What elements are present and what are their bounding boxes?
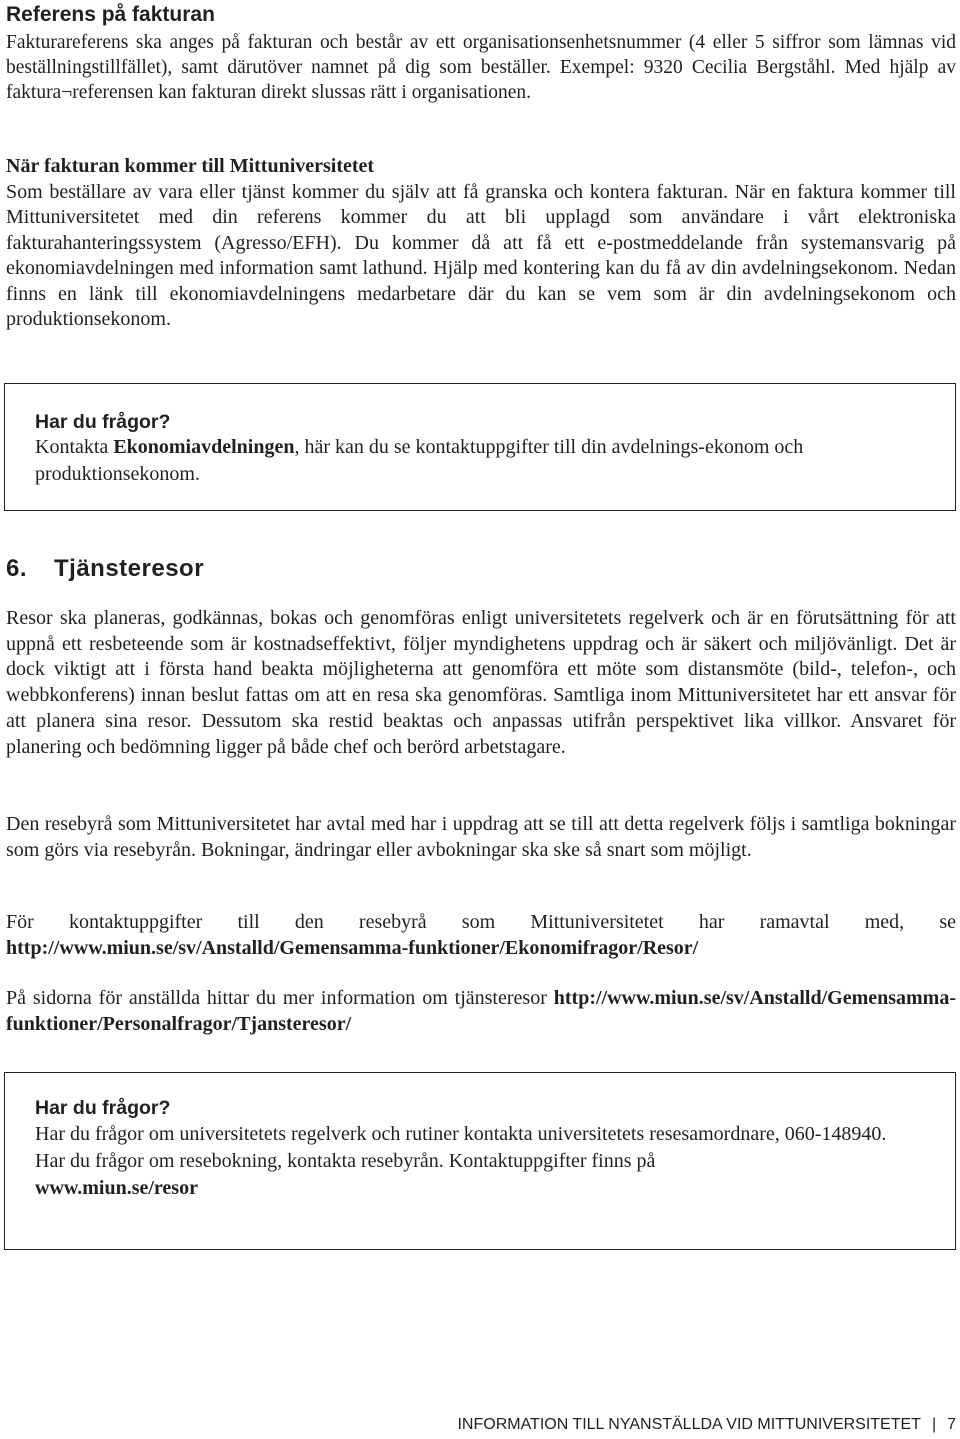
sidor-text: På sidorna för anställda hittar du mer information om tjänsteresor [6,987,554,1009]
resor-url-link[interactable]: http://www.miun.se/sv/Anstalld/Gemensamma-funktioner/Ekonomifragor/Resor/ [6,937,699,959]
section-title: Tjänsteresor [54,555,205,582]
footer-title: INFORMATION TILL NYANSTÄLLDA VID MITTUNIVERSITETET [457,1416,921,1433]
section-number: 6. [6,555,28,582]
box-text-before: Kontakta [35,436,114,458]
box-text-after: , här kan du se kontaktuppgifter till din avdelnings-ekonom och produktionsekonom. [35,436,804,485]
section-heading-tjansteresor [6,554,204,584]
page-footer [428,1415,956,1435]
paragraph-resebyra: Den resebyrå som Mittuniversitetet har avtal med har i uppdrag att se till att detta regelverk följs i samtliga bokningar som görs via resebyrån. Bokningar, ändringar eller avbokningar ska ske så snart som möjligt. [6,813,956,861]
section-heading-referens: Referens på fakturan [6,3,215,26]
paragraph-referens: Fakturareferens ska anges på fakturan och består av ett organisationsenhetsnummer (4 eller 5 siffror som lämnas vid beställningstillfället), samt därutöver namnet på dig som beställer. Exempel: 9320 Cecilia Bergståhl. Med hjälp av faktura¬referensen kan fakturan direkt slussas rätt i organisationen. [6,32,956,103]
box-contact-text [35,434,915,488]
box-line-regelverk: Har du frågor om universitetets regelverk och rutiner kontakta universitetets resesamordnare, 060-148940. [35,1123,887,1145]
miun-resor-link[interactable]: www.miun.se/resor [35,1177,198,1199]
subheading-faktura: När fakturan kommer till Mittuniversitetet [6,155,375,177]
ekonomiavdelningen-link[interactable]: Ekonomiavdelningen [113,436,295,458]
paragraph-resebyra-contact [6,909,956,961]
info-box-ekonomi [4,383,956,511]
box-line-resebokning: Har du frågor om resebokning, kontakta resebyrån. Kontaktuppgifter finns på [35,1150,656,1172]
contact-text: För kontaktuppgifter till den resebyrå som Mittuniversitetet har ramavtal med, se [6,911,956,933]
tjansteresor-url-link[interactable]: http://www.miun.se/sv/Anstalld/Gemensamma-funktioner/Personalfragor/Tjansteresor/ [6,987,956,1035]
info-box-resor [4,1072,956,1250]
paragraph-tjansteresor-info [6,985,956,1037]
box-question-heading: Har du frågor? [35,1097,171,1119]
page-number: 7 [947,1416,956,1433]
box-resor-text [35,1121,927,1202]
paragraph-resor-regelverk: Resor ska planeras, godkännas, bokas och genomföras enligt universitetets regelverk och är en förutsättning för att uppnå ett resbeteende som är kostnadseffektivt, följer myndighetens uppdrag och är säkert och miljövänligt. Det är dock viktigt att i första hand beakta möjligheterna att genomföra ett möte som distansmöte (bild-, telefon-, och webbkonferens) innan beslut fattas om att en resa ska genomföras. Samtliga inom Mittuniversitetet har ett ansvar för att planera sina resor. Dessutom ska restid beaktas och anpassas utifrån perspektivet lika villkor. Ansvaret för planering och bedömning ligger på både chef och berörd arbetstagare. [6,607,956,758]
footer-separator: | [931,1416,937,1433]
paragraph-faktura: Som beställare av vara eller tjänst kommer du själv att få granska och kontera fakturan. När en faktura kommer till Mittuniversitetet med din referens kommer du att bli upplagd som användare i vårt elektroniska fakturahanteringssystem (Agresso/EFH). Du kommer då att få ett e-postmeddelande från systemansvarig på ekonomiavdelningen med information samt lathund. Hjälp med kontering kan du få av din avdelningsekonom. Nedan finns en länk till ekonomiavdelningens medarbetare där du kan se vem som är din avdelningsekonom och produktionsekonom. [6,181,956,331]
box-question-heading: Har du frågor? [35,411,171,433]
